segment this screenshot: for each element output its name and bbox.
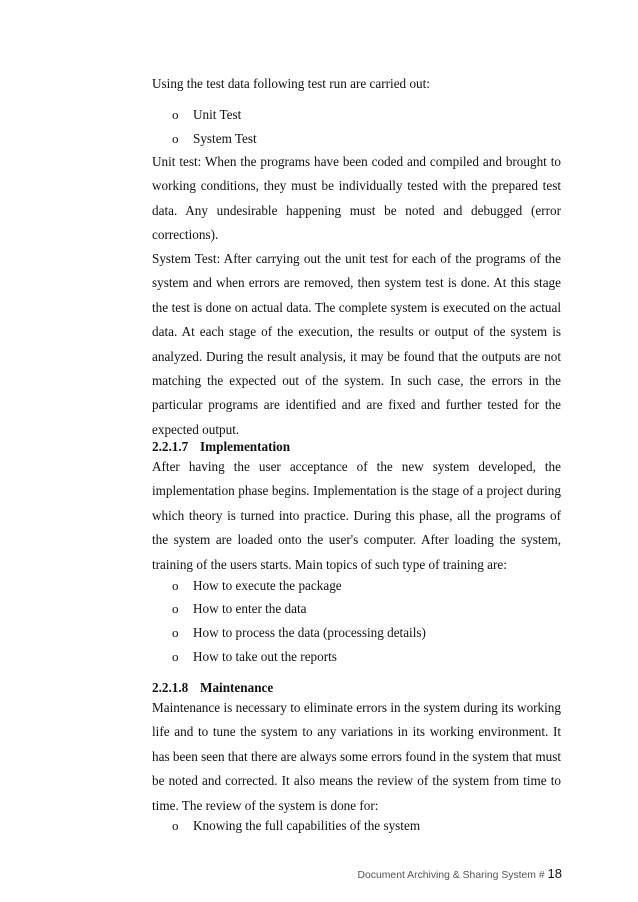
bullet-marker: o [172,649,179,664]
unit-test-paragraph: Unit test: When the programs have been coded and compiled and brought to working conditions, they must be individually tested with the prepared test data. Any undesirable happening must be noted and debugged (error corrections). [152,154,561,243]
list-item: Knowing the full capabilities of the system [193,818,421,833]
section-title: Maintenance [200,680,274,695]
page-footer [358,866,562,881]
list-item: How to take out the reports [193,649,337,664]
system-test-paragraph: System Test: After carrying out the unit test for each of the programs of the system and when errors are removed, then system test is done. At this stage the test is done on actual data. The complete system is executed on the actual data. At each stage of the execution, the results or output of the system is analyzed. During the result analysis, it may be found that the outputs are not matching the expected out of the system. In such case, the errors in the particular programs are identified and are fixed and further tested for the expected output. [152,251,561,437]
bullet-marker: o [172,625,179,640]
maintenance-paragraph: Maintenance is necessary to eliminate errors in the system during its working life and to tune the system to any variations in its working environment. It has been seen that there are always some errors found in the system that must be noted and corrected. It also means the review of the system from time to time. The review of the system is done for: [152,700,561,813]
bullet-marker: o [172,601,179,616]
section-number: 2.2.1.7 [152,439,189,454]
bullet-marker: o [172,107,179,122]
list-item: How to process the data (processing details) [193,625,426,640]
list-item: How to enter the data [193,601,307,616]
section-heading-maintenance [152,680,273,696]
list-item: Unit Test [193,107,242,122]
list-item: How to execute the package [193,578,342,593]
bullet-marker: o [172,578,179,593]
section-number: 2.2.1.8 [152,680,189,695]
section-heading-implementation [152,439,290,455]
implementation-paragraph: After having the user acceptance of the new system developed, the implementation phase begins. Implementation is the stage of a project during which theory is turned into practice. During this phase, all the programs of the system are loaded onto the user's computer. After loading the system, training of the users starts. Main topics of such type of training are: [152,459,561,572]
section-title: Implementation [200,439,291,454]
list-item: System Test [193,131,257,146]
bullet-marker: o [172,131,179,146]
page-number: 18 [547,866,562,881]
intro-text: Using the test data following test run are carried out: [152,76,430,91]
bullet-marker: o [172,818,179,833]
footer-label: Document Archiving & Sharing System # [357,870,545,881]
